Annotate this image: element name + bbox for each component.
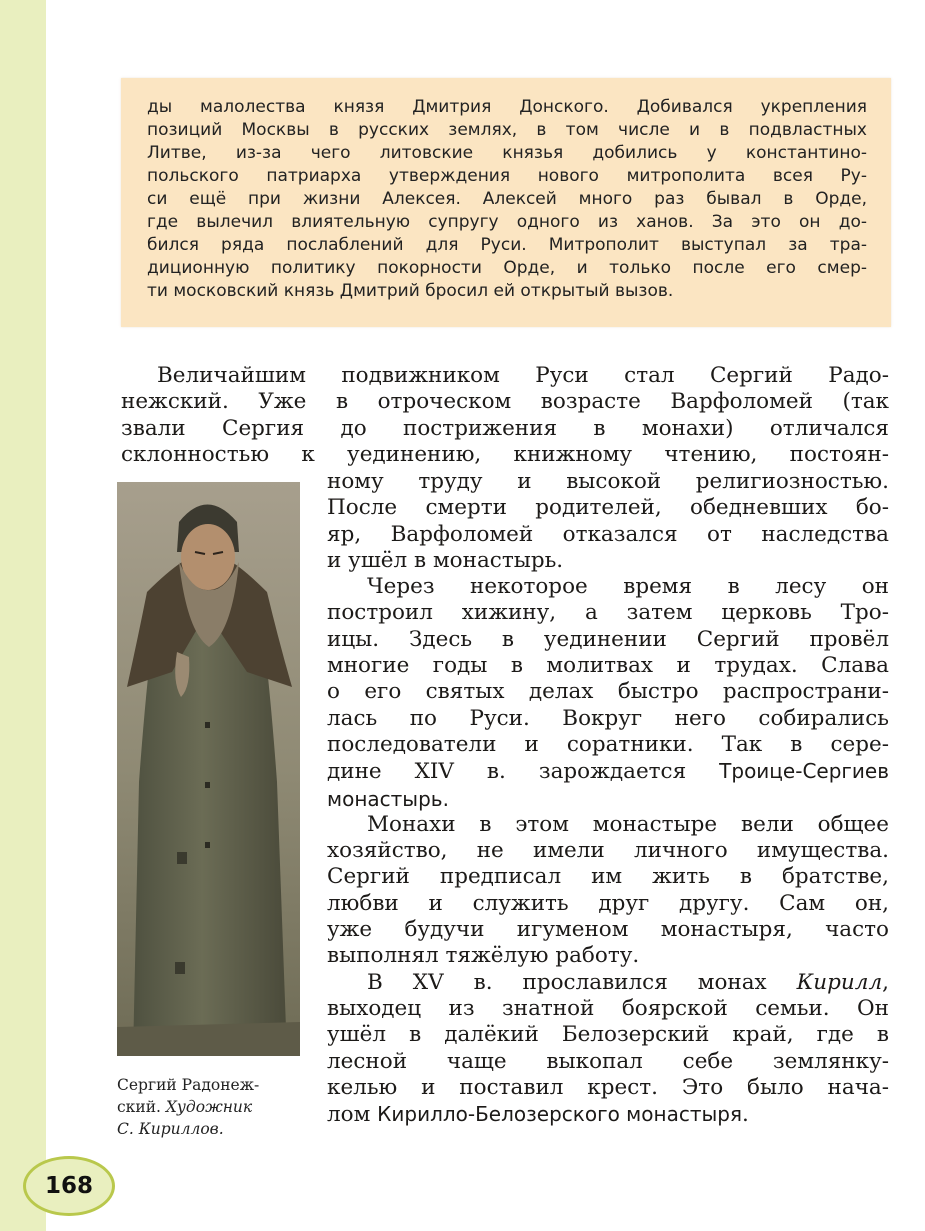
text-line: последователи и соратники. Так в сере- (327, 731, 889, 757)
portrait-illustration (117, 482, 300, 1056)
caption-line (117, 1096, 307, 1118)
note-line: диционную политику покорности Орде, и только после его смер- (147, 258, 867, 278)
caption-text: ский. (117, 1098, 166, 1116)
left-margin-stripe (0, 0, 46, 1231)
text-line: выходец из знатной боярской семьи. Он (327, 995, 889, 1021)
text-line: любви и служить друг другу. Сам он, (327, 890, 889, 916)
caption-artist-name: С. Кириллов. (117, 1120, 224, 1138)
text-line (327, 758, 889, 785)
note-line: Литве, из-за чего литовские князья добились у константино- (147, 143, 867, 163)
text-line: келью и поставил крест. Это было нача- (327, 1074, 889, 1100)
note-line: позиций Москвы в русских землях, в том числе и в подвластных (147, 120, 867, 140)
note-line: польского патриарха утверждения нового митрополита всея Ру- (147, 166, 867, 186)
text-fragment: . (742, 1102, 749, 1128)
caption-line: Сергий Радонеж- (117, 1076, 260, 1094)
text-line: многие годы в молитвах и трудах. Слава (327, 653, 889, 679)
italic-name-kirill: Кирилл (796, 969, 883, 995)
text-fragment: дине XIV в. зарождается (327, 759, 720, 785)
key-term-kirillo-belozersky: Кирилло-Белозерского монастыря (377, 1102, 742, 1127)
text-line: ушёл в далёкий Белозерский край, где в (327, 1022, 889, 1048)
text-line: После смерти родителей, обедневших бо- (327, 495, 889, 521)
text-line: выполнял тяжёлую работу. (327, 943, 640, 969)
note-line: си ещё при жизни Алексея. Алексей много раз бывал в Орде, (147, 189, 867, 209)
text-line: ному труду и высокой религиозностью. (327, 469, 889, 494)
text-line: ицы. Здесь в уединении Сергий провёл (327, 626, 889, 652)
text-line (327, 1101, 889, 1128)
text-line: и ушёл в монастырь. (327, 547, 564, 573)
text-line: Величайшим подвижником Руси стал Сергий Радо- (157, 363, 889, 388)
text-line: Через некоторое время в лесу он (367, 574, 889, 600)
text-line: уже будучи игуменом монастыря, часто (327, 917, 889, 943)
text-line: звали Сергия до пострижения в монахи) отличался (121, 415, 889, 441)
note-line: бился ряда послаблений для Руси. Митрополит выступал за тра- (147, 235, 867, 255)
caption-line (117, 1118, 307, 1140)
text-line: яр, Варфоломей отказался от наследства (327, 521, 889, 547)
text-line: лесной чаще выкопал себе землянку- (327, 1048, 889, 1074)
text-line: склонностью к уединению, книжному чтению, постоян- (121, 441, 889, 467)
main-text-right (327, 469, 889, 1128)
main-text-top (121, 363, 889, 468)
note-line: ти московский князь Дмитрий бросил ей открытый вызов. (147, 281, 674, 301)
page-number: 168 (44, 1173, 93, 1199)
text-line: о его святых делах быстро распространи- (327, 679, 889, 705)
note-line: ды малолества князя Дмитрия Донского. Добивался укрепления (147, 97, 867, 117)
key-term-trinity-monastery-cont: монастырь. (327, 786, 449, 811)
caption-artist-label: Художник (165, 1098, 253, 1116)
text-line (327, 970, 889, 996)
text-line: Монахи в этом монастыре вели общее (367, 811, 889, 837)
text-line: построил хижину, а затем церковь Тро- (327, 600, 889, 626)
sidebar-note-text (147, 96, 867, 303)
text-line: Сергий предписал им жить в братстве, (327, 864, 889, 890)
page-number-badge (23, 1156, 115, 1216)
key-term-trinity-monastery: Троице-Сергиев (719, 759, 889, 784)
note-line: где вылечил влиятельную супругу одного из ханов. За это он до- (147, 212, 867, 232)
text-line: хозяйство, не имели личного имущества. (327, 838, 889, 864)
text-fragment: лом (327, 1102, 378, 1128)
text-line: лась по Руси. Вокруг него собирались (327, 705, 889, 731)
text-line: нежский. Уже в отроческом возрасте Варфоломей (так (121, 389, 889, 415)
sergius-portrait-image (117, 482, 300, 1056)
text-fragment: В XV в. прославился монах (367, 969, 797, 995)
figure-caption (117, 1074, 307, 1140)
text-fragment: , (882, 969, 889, 995)
